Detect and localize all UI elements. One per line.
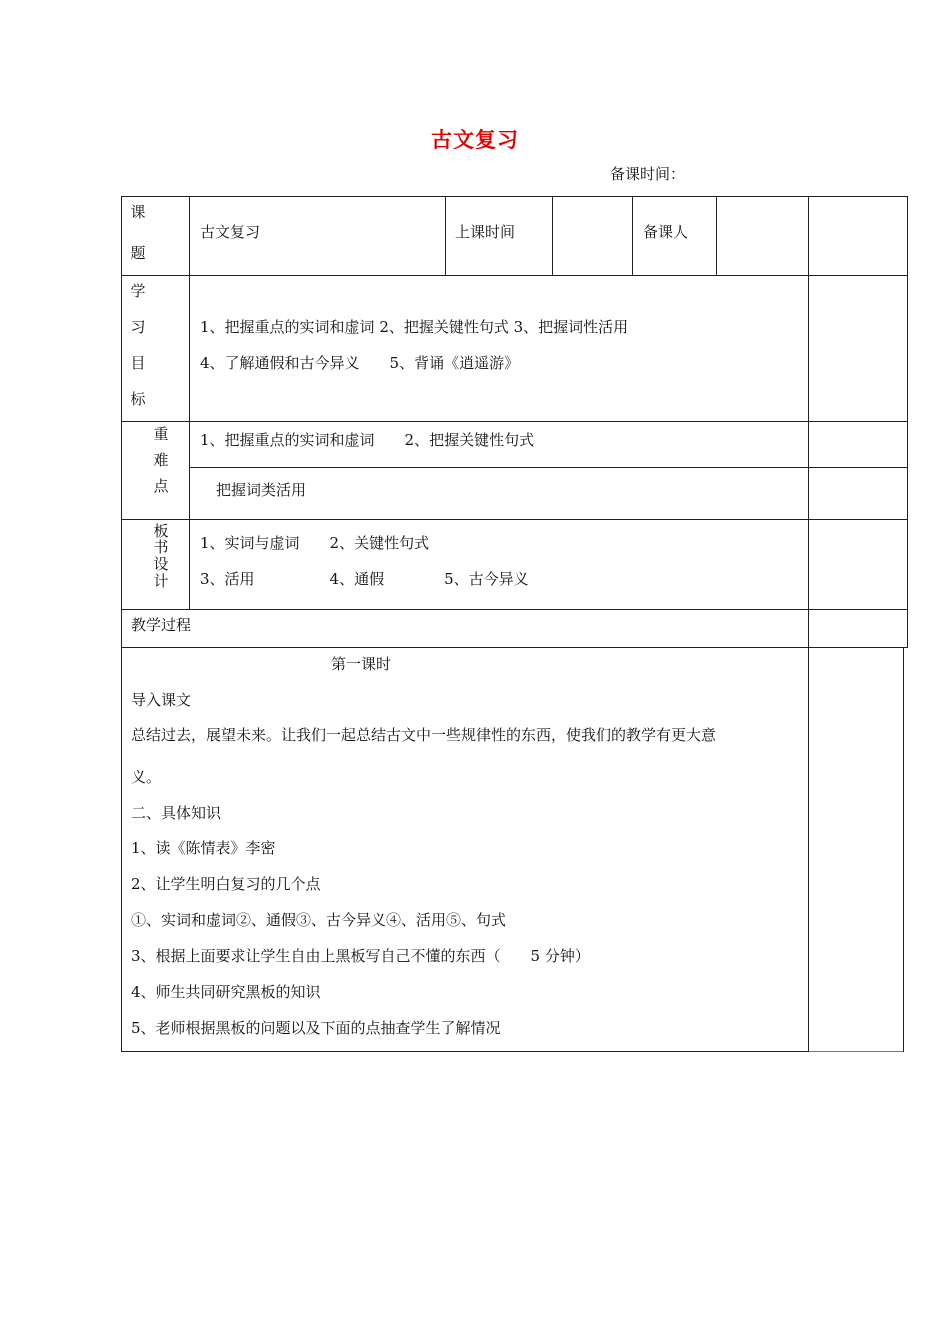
lesson-line: 义。: [131, 768, 162, 786]
lesson-line: 导入课文: [131, 691, 192, 709]
lesson-line: 3、根据上面要求让学生自由上黑板写自己不懂的东西（ 5 分钟）: [131, 947, 590, 965]
difficult-point-text: 把握词类活用: [216, 481, 307, 499]
key-point-text: 1、把握重点的实词和虚词 2、把握关键性句式: [200, 431, 535, 449]
lesson-line: 4、师生共同研究黑板的知识: [131, 983, 321, 1001]
topic-value: 古文复习: [200, 223, 261, 241]
prep-time-label: 备课时间：: [610, 165, 686, 183]
lesson-line: 1、读《陈情表》李密: [131, 839, 276, 857]
lesson-line: 总结过去，展望未来。让我们一起总结古文中一些规律性的东西，使我们的教学有更大意: [131, 726, 717, 744]
page-title: 古文复习: [431, 127, 519, 152]
lesson-line: 2、让学生明白复习的几个点: [131, 875, 321, 893]
lesson-line: 5、老师根据黑板的问题以及下面的点抽查学生了解情况: [131, 1019, 501, 1037]
objectives-line-2: 4、了解通假和古今异义 5、背诵《逍遥游》: [200, 354, 520, 372]
lesson-line: 二、具体知识: [131, 804, 222, 822]
class-time-label: 上课时间: [455, 223, 516, 241]
lesson-line: ①、实词和虚词②、通假③、古今异义④、活用⑤、句式: [131, 911, 507, 929]
lesson-period: 第一课时: [331, 655, 392, 673]
board-design-line-1: 1、实词与虚词 2、关键性句式: [200, 534, 430, 552]
preparer-label: 备课人: [643, 223, 689, 241]
teaching-process-label: 教学过程: [131, 616, 192, 634]
objectives-line-1: 1、把握重点的实词和虚词 2、把握关键性句式 3、把握词性活用: [200, 318, 629, 336]
board-design-line-2: 3、活用 4、通假 5、古今异义: [200, 570, 529, 588]
